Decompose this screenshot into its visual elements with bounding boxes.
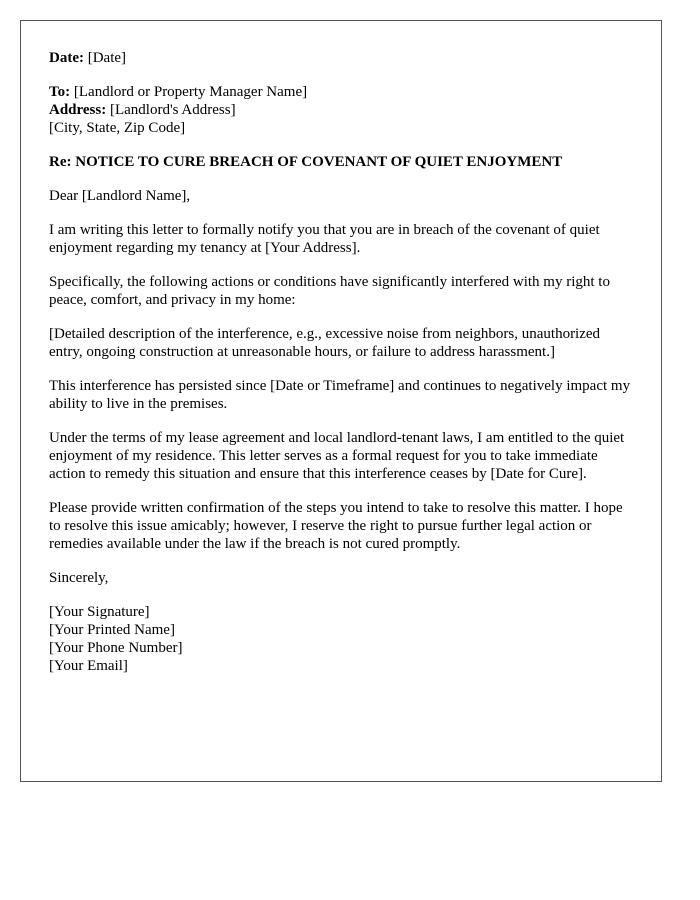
to-line bbox=[49, 83, 633, 101]
city-line: [City, State, Zip Code] bbox=[49, 120, 186, 136]
email-line: [Your Email] bbox=[49, 658, 128, 674]
paragraph-notice: I am writing this letter to formally notify you that you are in breach of the covenant of quiet enjoyment regarding my tenancy at [Your Address]. bbox=[49, 222, 600, 256]
phone-line: [Your Phone Number] bbox=[49, 640, 183, 656]
signature-line: [Your Signature] bbox=[49, 604, 150, 620]
salutation: Dear [Landlord Name], bbox=[49, 188, 191, 204]
address-value: [Landlord's Address] bbox=[109, 102, 236, 118]
recipient-block bbox=[49, 83, 633, 137]
paragraph-description: [Detailed description of the interference, e.g., excessive noise from neighbors, unauthorized entry, ongoing construction at unreasonable hours, or failure to address harassment.] bbox=[49, 326, 601, 360]
to-value: [Landlord or Property Manager Name] bbox=[73, 84, 308, 100]
address-line bbox=[49, 101, 633, 119]
address-label: Address: bbox=[49, 102, 107, 118]
closing: Sincerely, bbox=[49, 570, 109, 586]
date-block bbox=[49, 49, 633, 67]
date-line bbox=[49, 49, 633, 67]
paragraph-legal-basis: Under the terms of my lease agreement and local landlord-tenant laws, I am entitled to the quiet enjoyment of my residence. This letter serves as a formal request for you to take immediate action to remedy this situation and ensure that this interference ceases by [Date for Cure]. bbox=[49, 430, 625, 482]
paragraph-request: Please provide written confirmation of the steps you intend to take to resolve this matter. I hope to resolve this issue amicably; however, I reserve the right to pursue further legal action or remedies available under the law if the breach is not cured promptly. bbox=[49, 500, 623, 552]
to-label: To: bbox=[49, 84, 71, 100]
printed-name-line: [Your Printed Name] bbox=[49, 622, 175, 638]
subject-line: Re: NOTICE TO CURE BREACH OF COVENANT OF QUIET ENJOYMENT bbox=[49, 154, 563, 170]
paragraph-specifics: Specifically, the following actions or conditions have significantly interfered with my right to peace, comfort, and privacy in my home: bbox=[49, 274, 610, 308]
date-value: [Date] bbox=[87, 50, 127, 66]
letter-page bbox=[20, 20, 662, 782]
paragraph-duration: This interference has persisted since [Date or Timeframe] and continues to negatively impact my ability to live in the premises. bbox=[49, 378, 631, 412]
date-label: Date: bbox=[49, 50, 84, 66]
signature-block bbox=[49, 603, 633, 675]
